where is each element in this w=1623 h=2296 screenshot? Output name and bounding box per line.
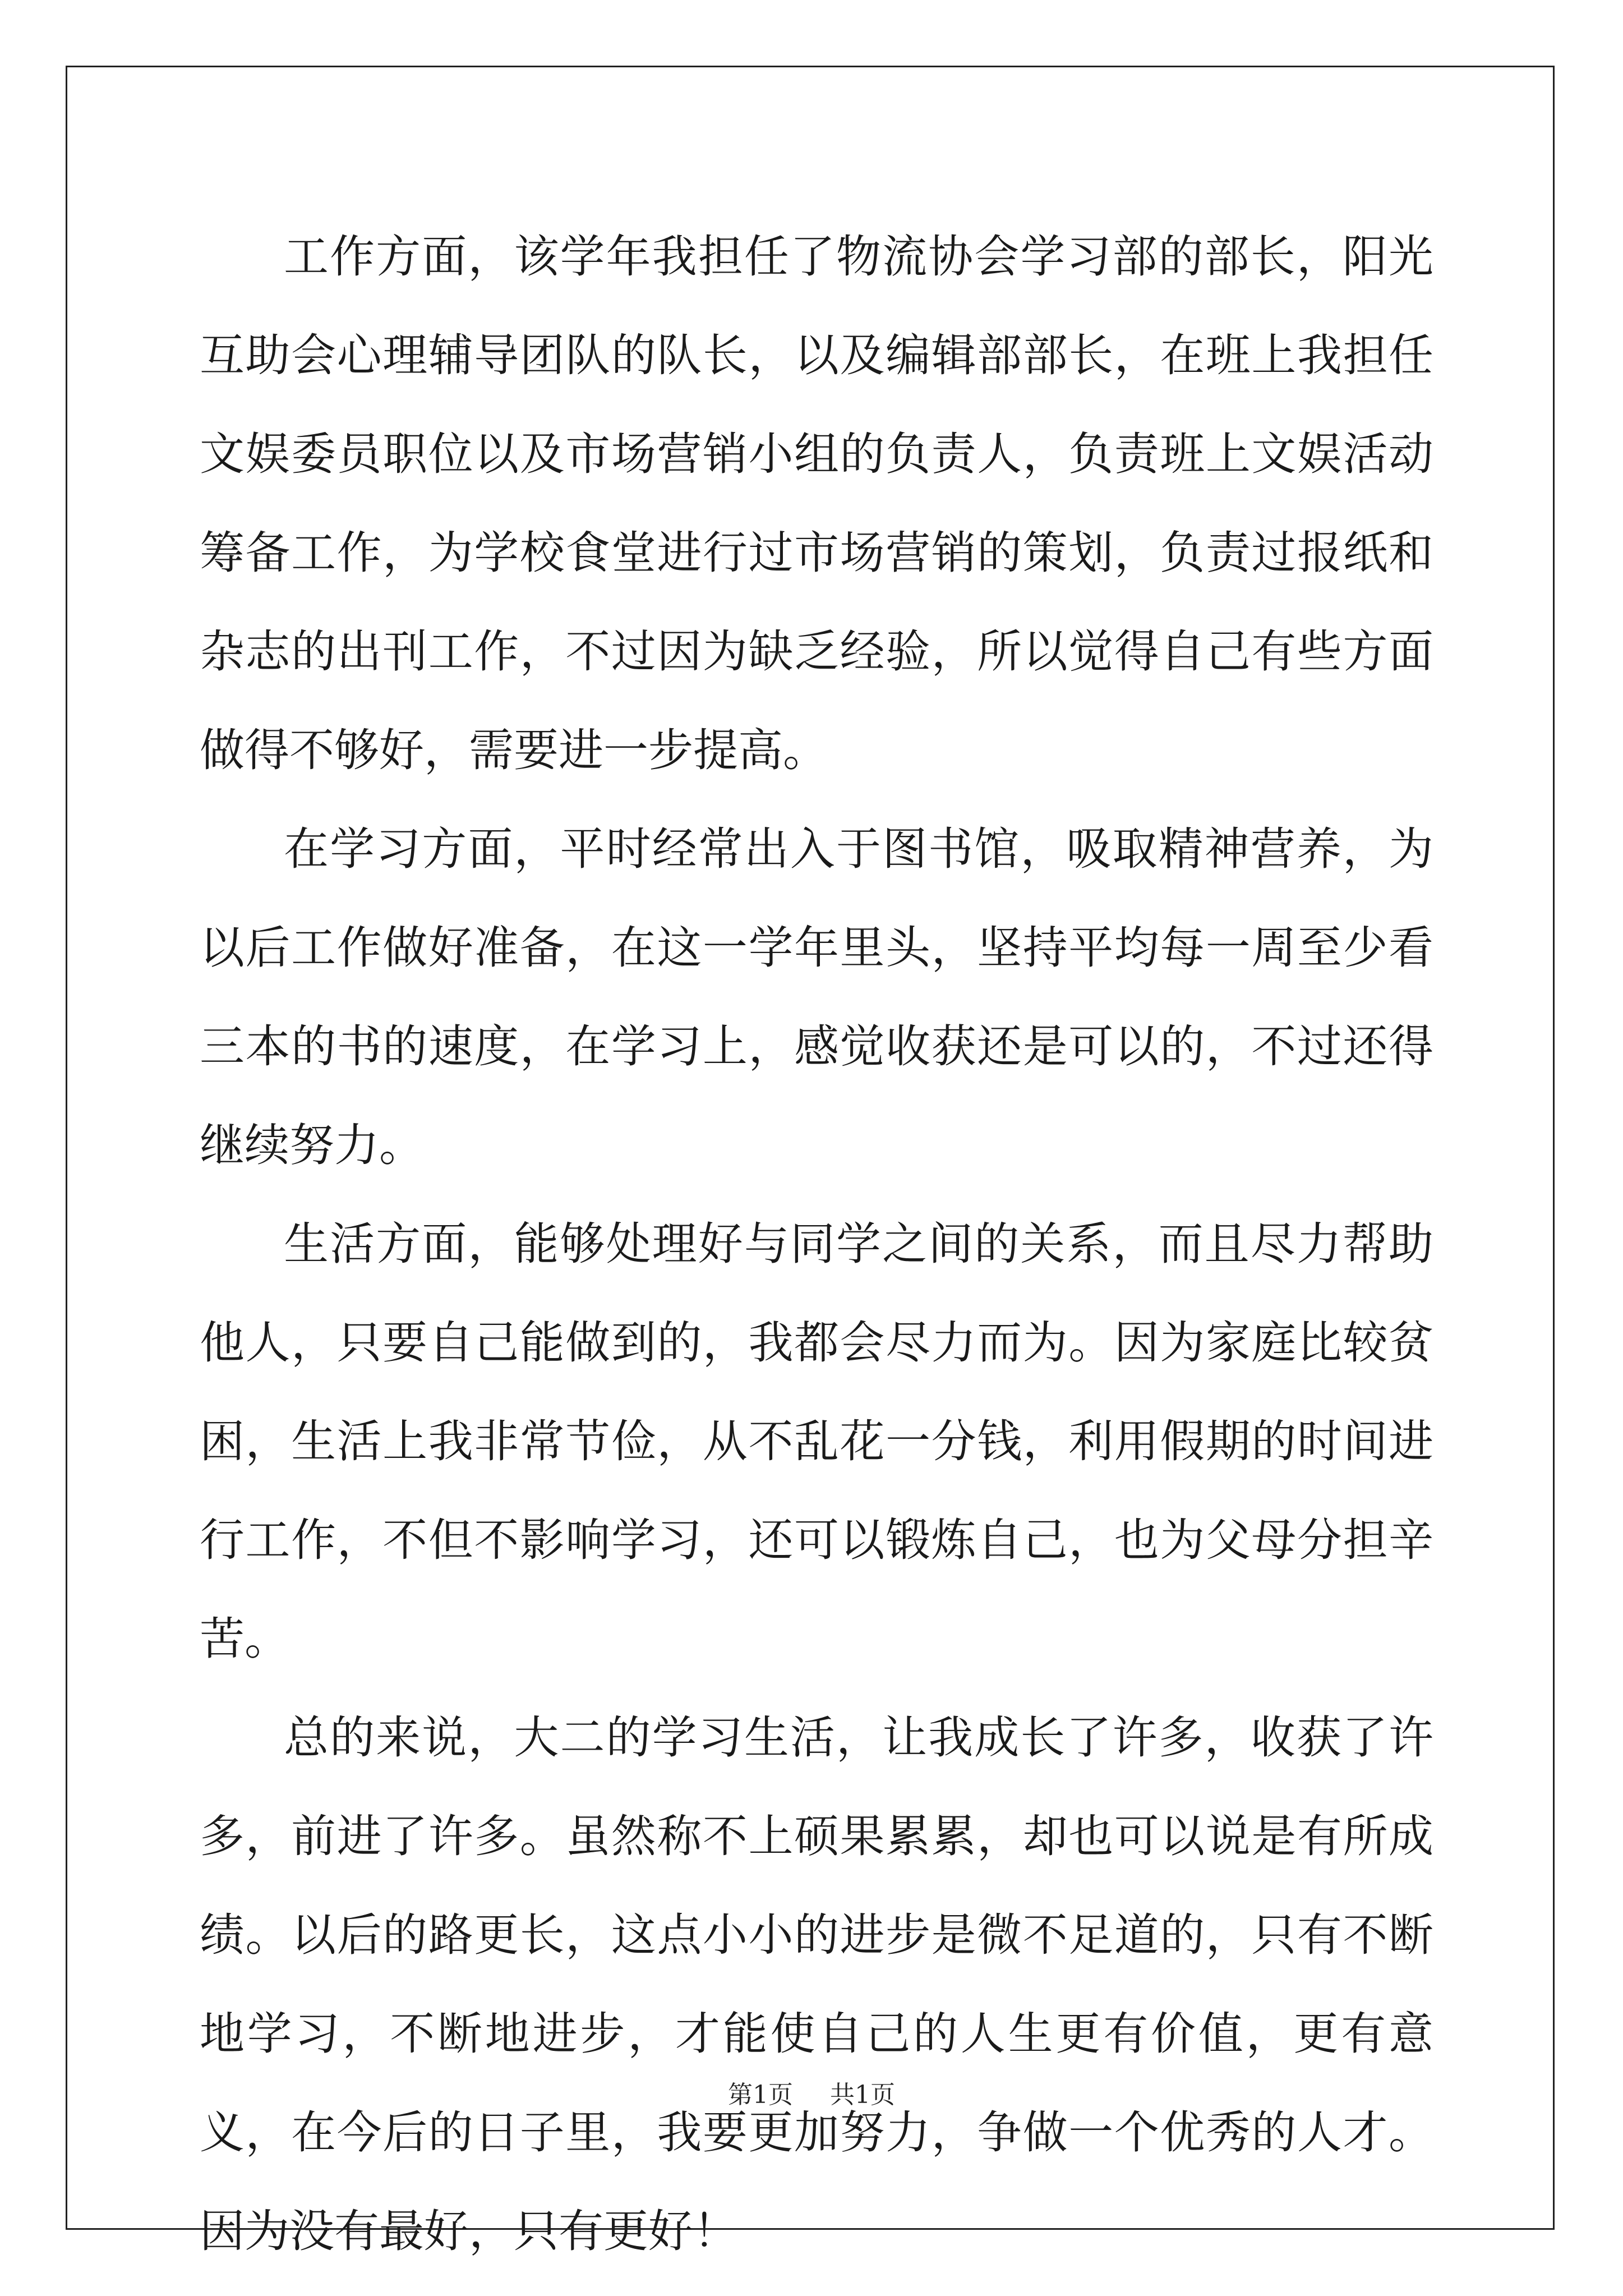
page-footer xyxy=(0,2078,1623,2112)
paragraph-summary: 总的来说，大二的学习生活，让我成长了许多，收获了许多，前进了许多。虽然称不上硕果累累，却也可以说是有所成绩。以后的路更长，这点小小的进步是微不足道的，只有不断地学习，不断地进步，才能使自己的人生更有价值，更有意义，在今后的日子里，我要更加努力，争做一个优秀的人才。因为没有最好，只有更好！ xyxy=(200,1711,1433,2257)
page-number-current: 第1页 xyxy=(728,2081,793,2109)
paragraph-life: 生活方面，能够处理好与同学之间的关系，而且尽力帮助他人，只要自己能做到的，我都会尽力而为。因为家庭比较贫困，生活上我非常节俭，从不乱花一分钱，利用假期的时间进行工作，不但不影响学习，还可以锻炼自己，也为父母分担辛苦。 xyxy=(200,1218,1433,1665)
paragraph-study: 在学习方面，平时经常出入于图书馆，吸取精神营养，为以后工作做好准备，在这一学年里头，坚持平均每一周至少看三本的书的速度，在学习上，感觉收获还是可以的，不过还得继续努力。 xyxy=(200,823,1433,1171)
page-number-total: 共1页 xyxy=(830,2081,895,2109)
document-body xyxy=(200,208,1433,2281)
paragraph-work: 工作方面，该学年我担任了物流协会学习部的部长，阳光互助会心理辅导团队的队长，以及编辑部部长，在班上我担任文娱委员职位以及市场营销小组的负责人，负责班上文娱活动筹备工作，为学校食堂进行过市场营销的策划，负责过报纸和杂志的出刊工作，不过因为缺乏经验，所以觉得自己有些方面做得不够好，需要进一步提高。 xyxy=(200,231,1433,776)
